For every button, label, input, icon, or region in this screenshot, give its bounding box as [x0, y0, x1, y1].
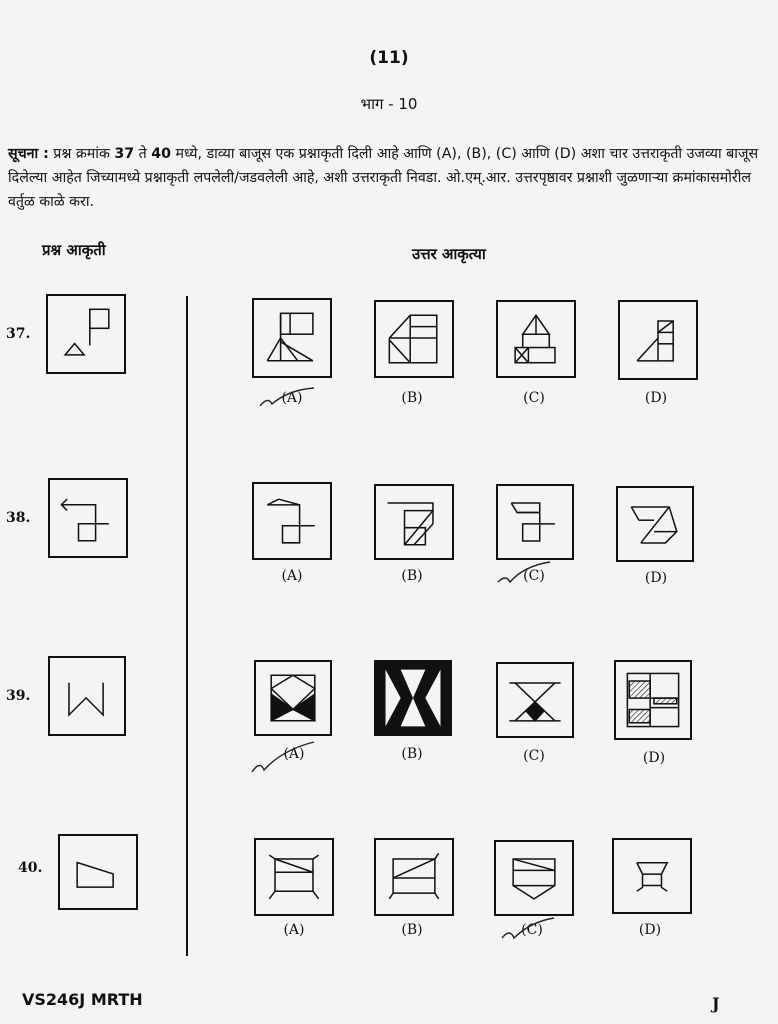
question-figure-header: प्रश्न आकृती	[42, 241, 106, 259]
q40-label-a: (A)	[283, 922, 305, 938]
instructions-num-2: 40	[151, 146, 171, 162]
q38-option-d[interactable]	[616, 486, 694, 562]
q38-label-d: (D)	[644, 570, 668, 586]
q38-option-a[interactable]	[252, 482, 332, 560]
q39-question-figure	[48, 656, 126, 736]
q39-option-d[interactable]	[614, 660, 692, 740]
q37-question-figure	[46, 294, 126, 374]
q37-option-c[interactable]	[496, 300, 576, 378]
question-number-39: 39.	[6, 688, 31, 704]
q37-answer-tick	[258, 384, 318, 414]
q39-option-c[interactable]	[496, 662, 574, 738]
q40-label-b: (B)	[401, 922, 423, 938]
q39-label-c: (C)	[523, 748, 545, 764]
instructions-text-2: ते	[134, 146, 152, 162]
q40-label-c: (C)	[521, 922, 543, 938]
section-title: भाग - 10	[360, 95, 418, 113]
q40-option-d[interactable]	[612, 838, 692, 914]
instructions-num-1: 37	[114, 146, 135, 162]
column-divider	[186, 296, 188, 956]
instructions	[8, 142, 770, 214]
q40-answer-tick	[498, 914, 558, 944]
q37-option-b[interactable]	[374, 300, 454, 378]
q38-label-c: (C)	[523, 568, 545, 584]
q37-label-a: (A)	[281, 390, 303, 406]
q39-option-b[interactable]	[374, 660, 452, 736]
q40-option-a[interactable]	[254, 838, 334, 916]
q40-option-c[interactable]	[494, 840, 574, 916]
question-number-38: 38.	[6, 510, 31, 526]
instructions-text-1: प्रश्न क्रमांक	[48, 146, 115, 162]
q40-option-b[interactable]	[374, 838, 454, 916]
q37-option-d[interactable]	[618, 300, 698, 380]
q39-label-a: (A)	[283, 746, 305, 762]
q39-option-a[interactable]	[254, 660, 332, 736]
q40-label-d: (D)	[638, 922, 662, 938]
instructions-text-3: मध्ये, डाव्या बाजूस एक प्रश्नाकृती दिली आहे आणि (A), (B), (C) आणि (D) अशा चार उत्तराकृती उजव्या बाजूस दिलेल्या आहेत जिच्यामध्ये प्रश्नाकृती लपलेली/जडवलेली आहे, अशी उत्तराकृती निवडा. ओ.एम्.आर. उत्तरपृष्ठावर प्रश्नाशी जुळणाऱ्या क्रमांकासमोरील वर्तुळ काळे करा.	[8, 146, 759, 210]
q38-option-b[interactable]	[374, 484, 454, 560]
paper-code: VS246J MRTH	[22, 990, 143, 1009]
q37-label-c: (C)	[523, 390, 545, 406]
q38-label-a: (A)	[281, 568, 303, 584]
question-number-40: 40.	[18, 860, 43, 876]
q38-label-b: (B)	[401, 568, 423, 584]
q38-question-figure	[48, 478, 128, 558]
q38-answer-tick	[494, 560, 554, 590]
q38-option-c[interactable]	[496, 484, 574, 560]
q40-question-figure	[58, 834, 138, 910]
q39-answer-tick	[248, 738, 318, 778]
q37-option-a[interactable]	[252, 298, 332, 378]
q37-label-b: (B)	[401, 390, 423, 406]
question-number-37: 37.	[6, 326, 31, 342]
paper-set: J	[712, 994, 720, 1013]
instructions-lead: सूचना :	[8, 146, 49, 162]
q37-label-d: (D)	[644, 390, 668, 406]
page-number: (11)	[369, 48, 409, 68]
q39-label-b: (B)	[401, 746, 423, 762]
q39-label-d: (D)	[642, 750, 666, 766]
answer-figures-header: उत्तर आकृत्या	[412, 245, 486, 263]
